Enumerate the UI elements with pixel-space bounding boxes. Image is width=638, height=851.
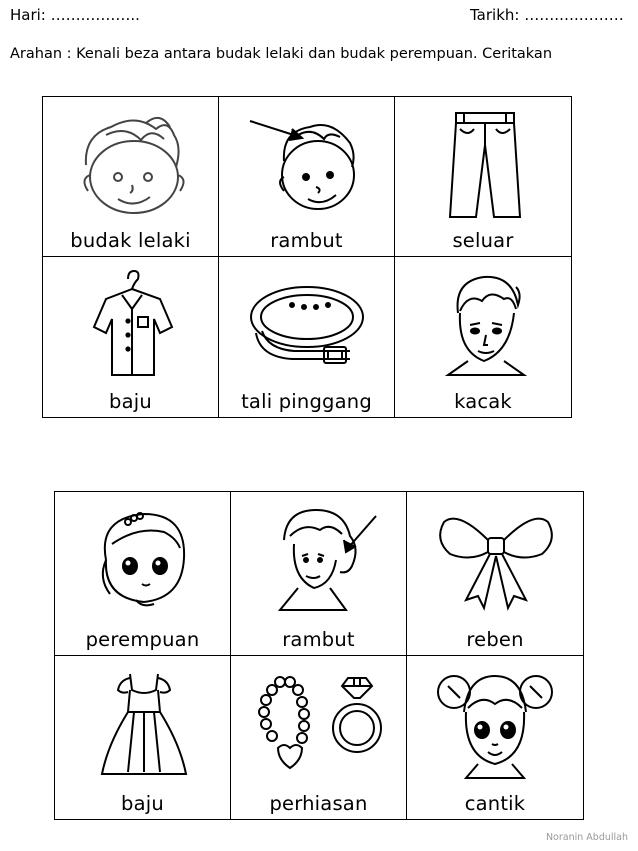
boy-card-5-label: tali pinggang (241, 390, 372, 413)
girl-card-2 (231, 492, 407, 656)
handsome-boy-icon (408, 265, 558, 383)
shirt-hanger-icon (56, 265, 206, 383)
boy-vocabulary-table (42, 96, 572, 418)
boy-card-6-label: kacak (454, 390, 512, 413)
girl-card-3-label: reben (466, 627, 524, 651)
girl-card-1-label: perempuan (85, 627, 200, 651)
pretty-girl-icon (420, 664, 570, 782)
boy-card-3-label: seluar (452, 229, 514, 252)
boy-card-2-label: rambut (270, 229, 343, 252)
boy-card-4-label: baju (109, 390, 152, 413)
girl-hair-arrow-icon (244, 500, 394, 618)
girl-card-5-label: perhiasan (269, 792, 368, 815)
trousers-icon (408, 105, 558, 223)
ribbon-bow-icon (420, 500, 570, 618)
girl-card-2-label: rambut (282, 627, 355, 651)
belt-icon (232, 265, 382, 383)
girl-card-1 (55, 492, 231, 656)
girl-card-5 (231, 656, 407, 820)
dress-icon (68, 664, 218, 782)
boy-card-1 (43, 97, 219, 257)
jewelry-icon (244, 664, 394, 782)
author-credit: Noranin Abdullah (545, 832, 628, 843)
girl-vocabulary-table (54, 491, 584, 820)
girl-face-icon (68, 500, 218, 618)
instruction-text: Arahan : Kenali beza antara budak lelaki dan budak perempuan. Ceritakan (10, 46, 553, 62)
boy-card-6 (395, 257, 571, 417)
boy-card-1-label: budak lelaki (70, 229, 191, 252)
girl-card-4-label: baju (121, 792, 164, 815)
tarikh-field: Tarikh: …….….……… (470, 6, 624, 24)
boy-card-2 (219, 97, 395, 257)
boy-hair-arrow-icon (232, 105, 382, 223)
girl-card-4 (55, 656, 231, 820)
boy-card-4 (43, 257, 219, 417)
hari-field: Hari: …….……….. (10, 6, 140, 24)
boy-face-icon (56, 105, 206, 223)
boy-card-5 (219, 257, 395, 417)
girl-card-6 (407, 656, 583, 820)
girl-card-6-label: cantik (464, 792, 526, 815)
girl-card-3 (407, 492, 583, 656)
boy-card-3 (395, 97, 571, 257)
